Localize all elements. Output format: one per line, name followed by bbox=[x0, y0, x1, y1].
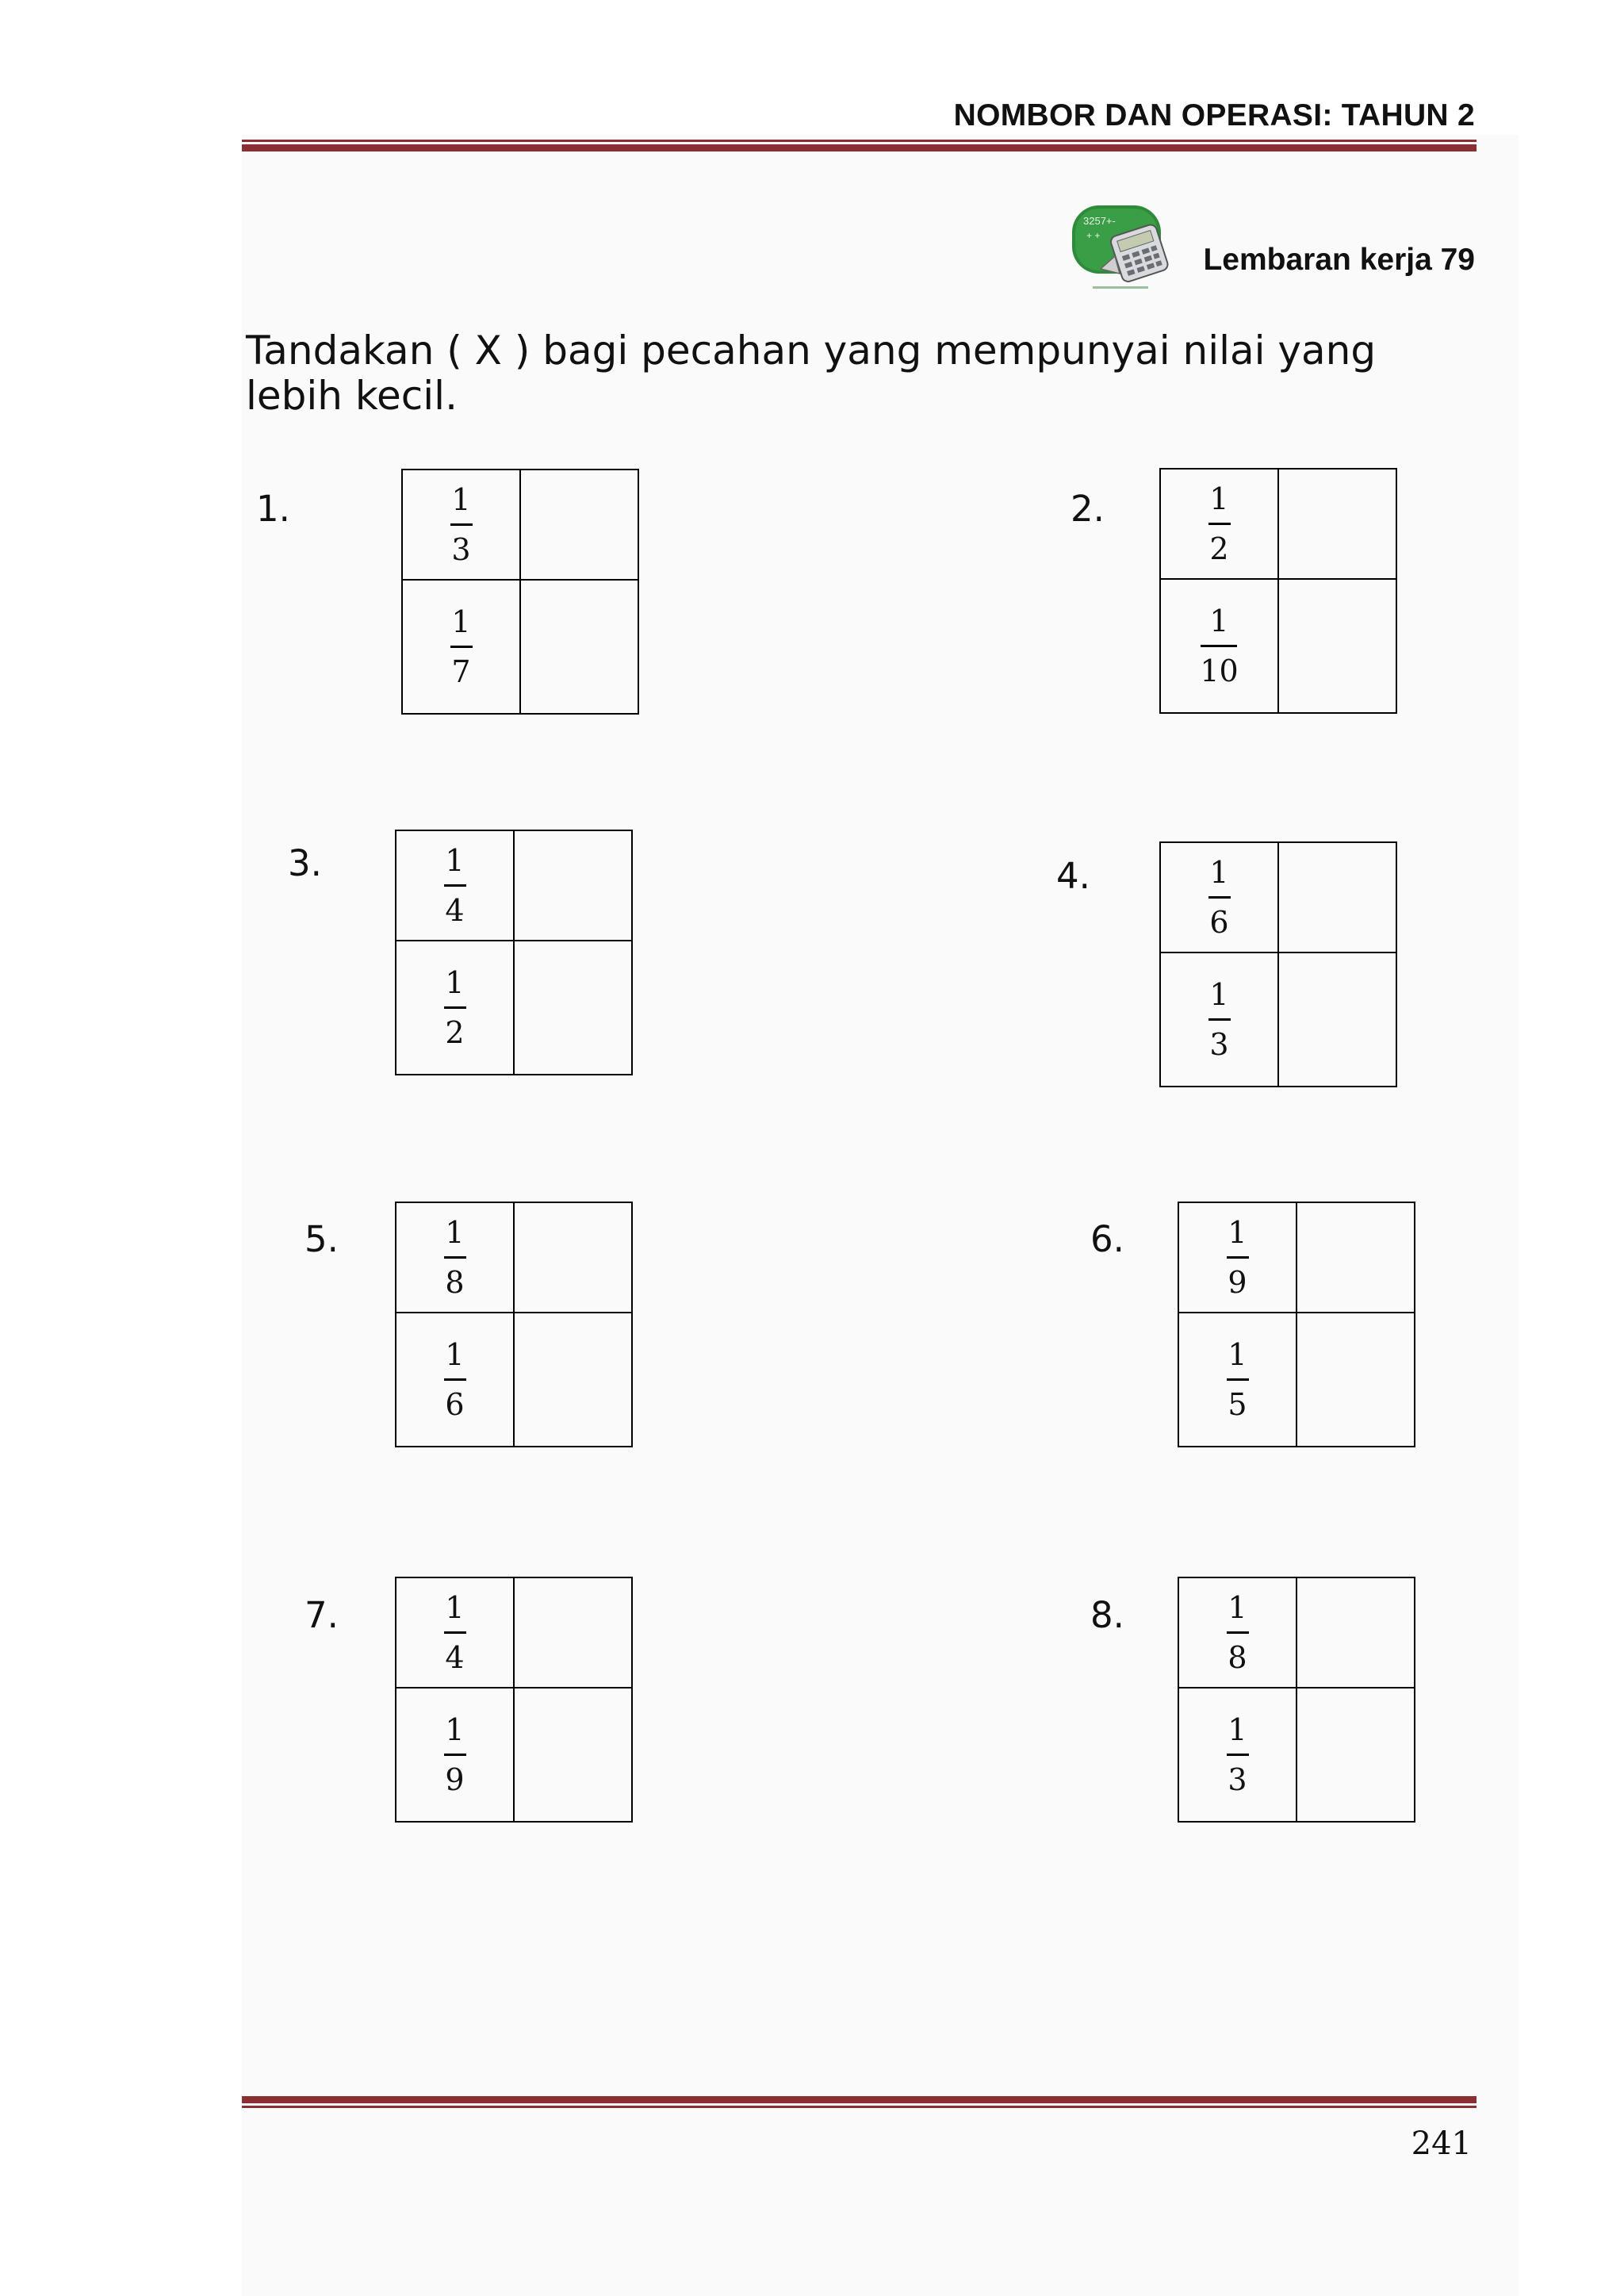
fraction bbox=[1208, 481, 1231, 566]
fraction bbox=[450, 482, 473, 567]
fraction-table bbox=[395, 830, 633, 1075]
question-number: 3. bbox=[288, 842, 322, 884]
fraction bbox=[1227, 1337, 1249, 1422]
numerator: 1 bbox=[1228, 1712, 1247, 1747]
answer-box[interactable] bbox=[520, 470, 638, 580]
denominator: 5 bbox=[1228, 1387, 1247, 1422]
answer-box[interactable] bbox=[514, 830, 632, 941]
fraction-table bbox=[401, 469, 639, 715]
fraction bbox=[1208, 855, 1231, 940]
denominator: 9 bbox=[445, 1762, 465, 1797]
denominator: 10 bbox=[1200, 654, 1239, 688]
answer-box[interactable] bbox=[1278, 842, 1396, 953]
fraction bbox=[444, 965, 466, 1050]
question-number: 1. bbox=[256, 488, 290, 530]
fraction-cell bbox=[396, 1577, 514, 1688]
denominator: 6 bbox=[445, 1387, 465, 1422]
fraction bbox=[444, 1590, 466, 1675]
header-title: NOMBOR DAN OPERASI: TAHUN 2 bbox=[953, 98, 1475, 132]
numerator: 1 bbox=[1209, 604, 1229, 638]
fraction-cell bbox=[396, 1313, 514, 1447]
fraction-cell bbox=[402, 470, 520, 580]
answer-box[interactable] bbox=[1278, 953, 1396, 1087]
fraction-table bbox=[1178, 1202, 1415, 1447]
answer-box[interactable] bbox=[514, 941, 632, 1075]
fraction-cell bbox=[1178, 1202, 1297, 1313]
question-number: 2. bbox=[1071, 488, 1105, 530]
numerator: 1 bbox=[1209, 977, 1229, 1012]
numerator: 1 bbox=[445, 1215, 465, 1250]
answer-box[interactable] bbox=[1297, 1202, 1415, 1313]
numerator: 1 bbox=[445, 1712, 465, 1747]
denominator: 3 bbox=[451, 532, 471, 567]
fraction bbox=[1227, 1215, 1249, 1300]
fraction bbox=[444, 1215, 466, 1300]
answer-box[interactable] bbox=[1297, 1313, 1415, 1447]
answer-box[interactable] bbox=[514, 1313, 632, 1447]
fraction-table bbox=[1178, 1577, 1415, 1823]
fraction bbox=[444, 1712, 466, 1797]
answer-box[interactable] bbox=[520, 580, 638, 714]
fraction-table bbox=[395, 1577, 633, 1823]
numerator: 1 bbox=[451, 604, 471, 639]
question-number: 8. bbox=[1090, 1594, 1124, 1636]
denominator: 8 bbox=[445, 1265, 465, 1300]
numerator: 1 bbox=[445, 1337, 465, 1372]
denominator: 9 bbox=[1228, 1265, 1247, 1300]
numerator: 1 bbox=[445, 1590, 465, 1625]
instruction-text: Tandakan ( X ) bagi pecahan yang mempunyai nilai yang lebih kecil. bbox=[246, 328, 1377, 419]
icon-text: 3257+- bbox=[1083, 215, 1116, 227]
fraction-cell bbox=[1178, 1313, 1297, 1447]
question-number: 5. bbox=[304, 1218, 339, 1260]
numerator: 1 bbox=[445, 843, 465, 878]
answer-box[interactable] bbox=[1297, 1688, 1415, 1822]
svg-text:+ +: + + bbox=[1086, 230, 1101, 241]
denominator: 3 bbox=[1228, 1762, 1247, 1797]
fraction bbox=[1227, 1712, 1249, 1797]
fraction-cell bbox=[1160, 469, 1278, 579]
denominator: 4 bbox=[445, 1640, 465, 1675]
numerator: 1 bbox=[445, 965, 465, 1000]
fraction-cell bbox=[396, 1202, 514, 1313]
fraction-table bbox=[1159, 468, 1397, 714]
question-number: 6. bbox=[1090, 1218, 1124, 1260]
fraction-cell bbox=[1178, 1688, 1297, 1822]
header-rule bbox=[242, 140, 1477, 151]
calculator-chalkboard-icon bbox=[1069, 201, 1176, 297]
fraction-cell bbox=[1160, 842, 1278, 953]
denominator: 8 bbox=[1228, 1640, 1247, 1675]
fraction-cell bbox=[1178, 1577, 1297, 1688]
question-number: 7. bbox=[304, 1594, 339, 1636]
denominator: 2 bbox=[1209, 531, 1229, 566]
fraction bbox=[1227, 1590, 1249, 1675]
fraction-cell bbox=[1160, 579, 1278, 713]
question-number: 4. bbox=[1056, 855, 1090, 897]
answer-box[interactable] bbox=[514, 1688, 632, 1822]
fraction-table bbox=[1159, 841, 1397, 1087]
fraction bbox=[444, 1337, 466, 1422]
fraction-cell bbox=[396, 941, 514, 1075]
answer-box[interactable] bbox=[1278, 469, 1396, 579]
page-number: 241 bbox=[1411, 2125, 1472, 2162]
fraction-cell bbox=[1160, 953, 1278, 1087]
fraction bbox=[444, 843, 466, 928]
denominator: 2 bbox=[445, 1015, 465, 1050]
denominator: 7 bbox=[451, 654, 471, 689]
answer-box[interactable] bbox=[1278, 579, 1396, 713]
answer-box[interactable] bbox=[514, 1202, 632, 1313]
numerator: 1 bbox=[1228, 1215, 1247, 1250]
fraction-cell bbox=[396, 1688, 514, 1822]
fraction bbox=[450, 604, 473, 689]
numerator: 1 bbox=[1228, 1590, 1247, 1625]
footer-rule bbox=[242, 2096, 1477, 2108]
numerator: 1 bbox=[1209, 481, 1229, 516]
fraction bbox=[1200, 604, 1238, 688]
denominator: 6 bbox=[1209, 905, 1229, 940]
answer-box[interactable] bbox=[1297, 1577, 1415, 1688]
denominator: 3 bbox=[1209, 1027, 1229, 1062]
answer-box[interactable] bbox=[514, 1577, 632, 1688]
numerator: 1 bbox=[1209, 855, 1229, 890]
fraction-cell bbox=[396, 830, 514, 941]
fraction bbox=[1208, 977, 1231, 1062]
numerator: 1 bbox=[451, 482, 471, 517]
fraction-table bbox=[395, 1202, 633, 1447]
fraction-cell bbox=[402, 580, 520, 714]
numerator: 1 bbox=[1228, 1337, 1247, 1372]
worksheet-label: Lembaran kerja 79 bbox=[1203, 243, 1475, 277]
denominator: 4 bbox=[445, 893, 465, 928]
